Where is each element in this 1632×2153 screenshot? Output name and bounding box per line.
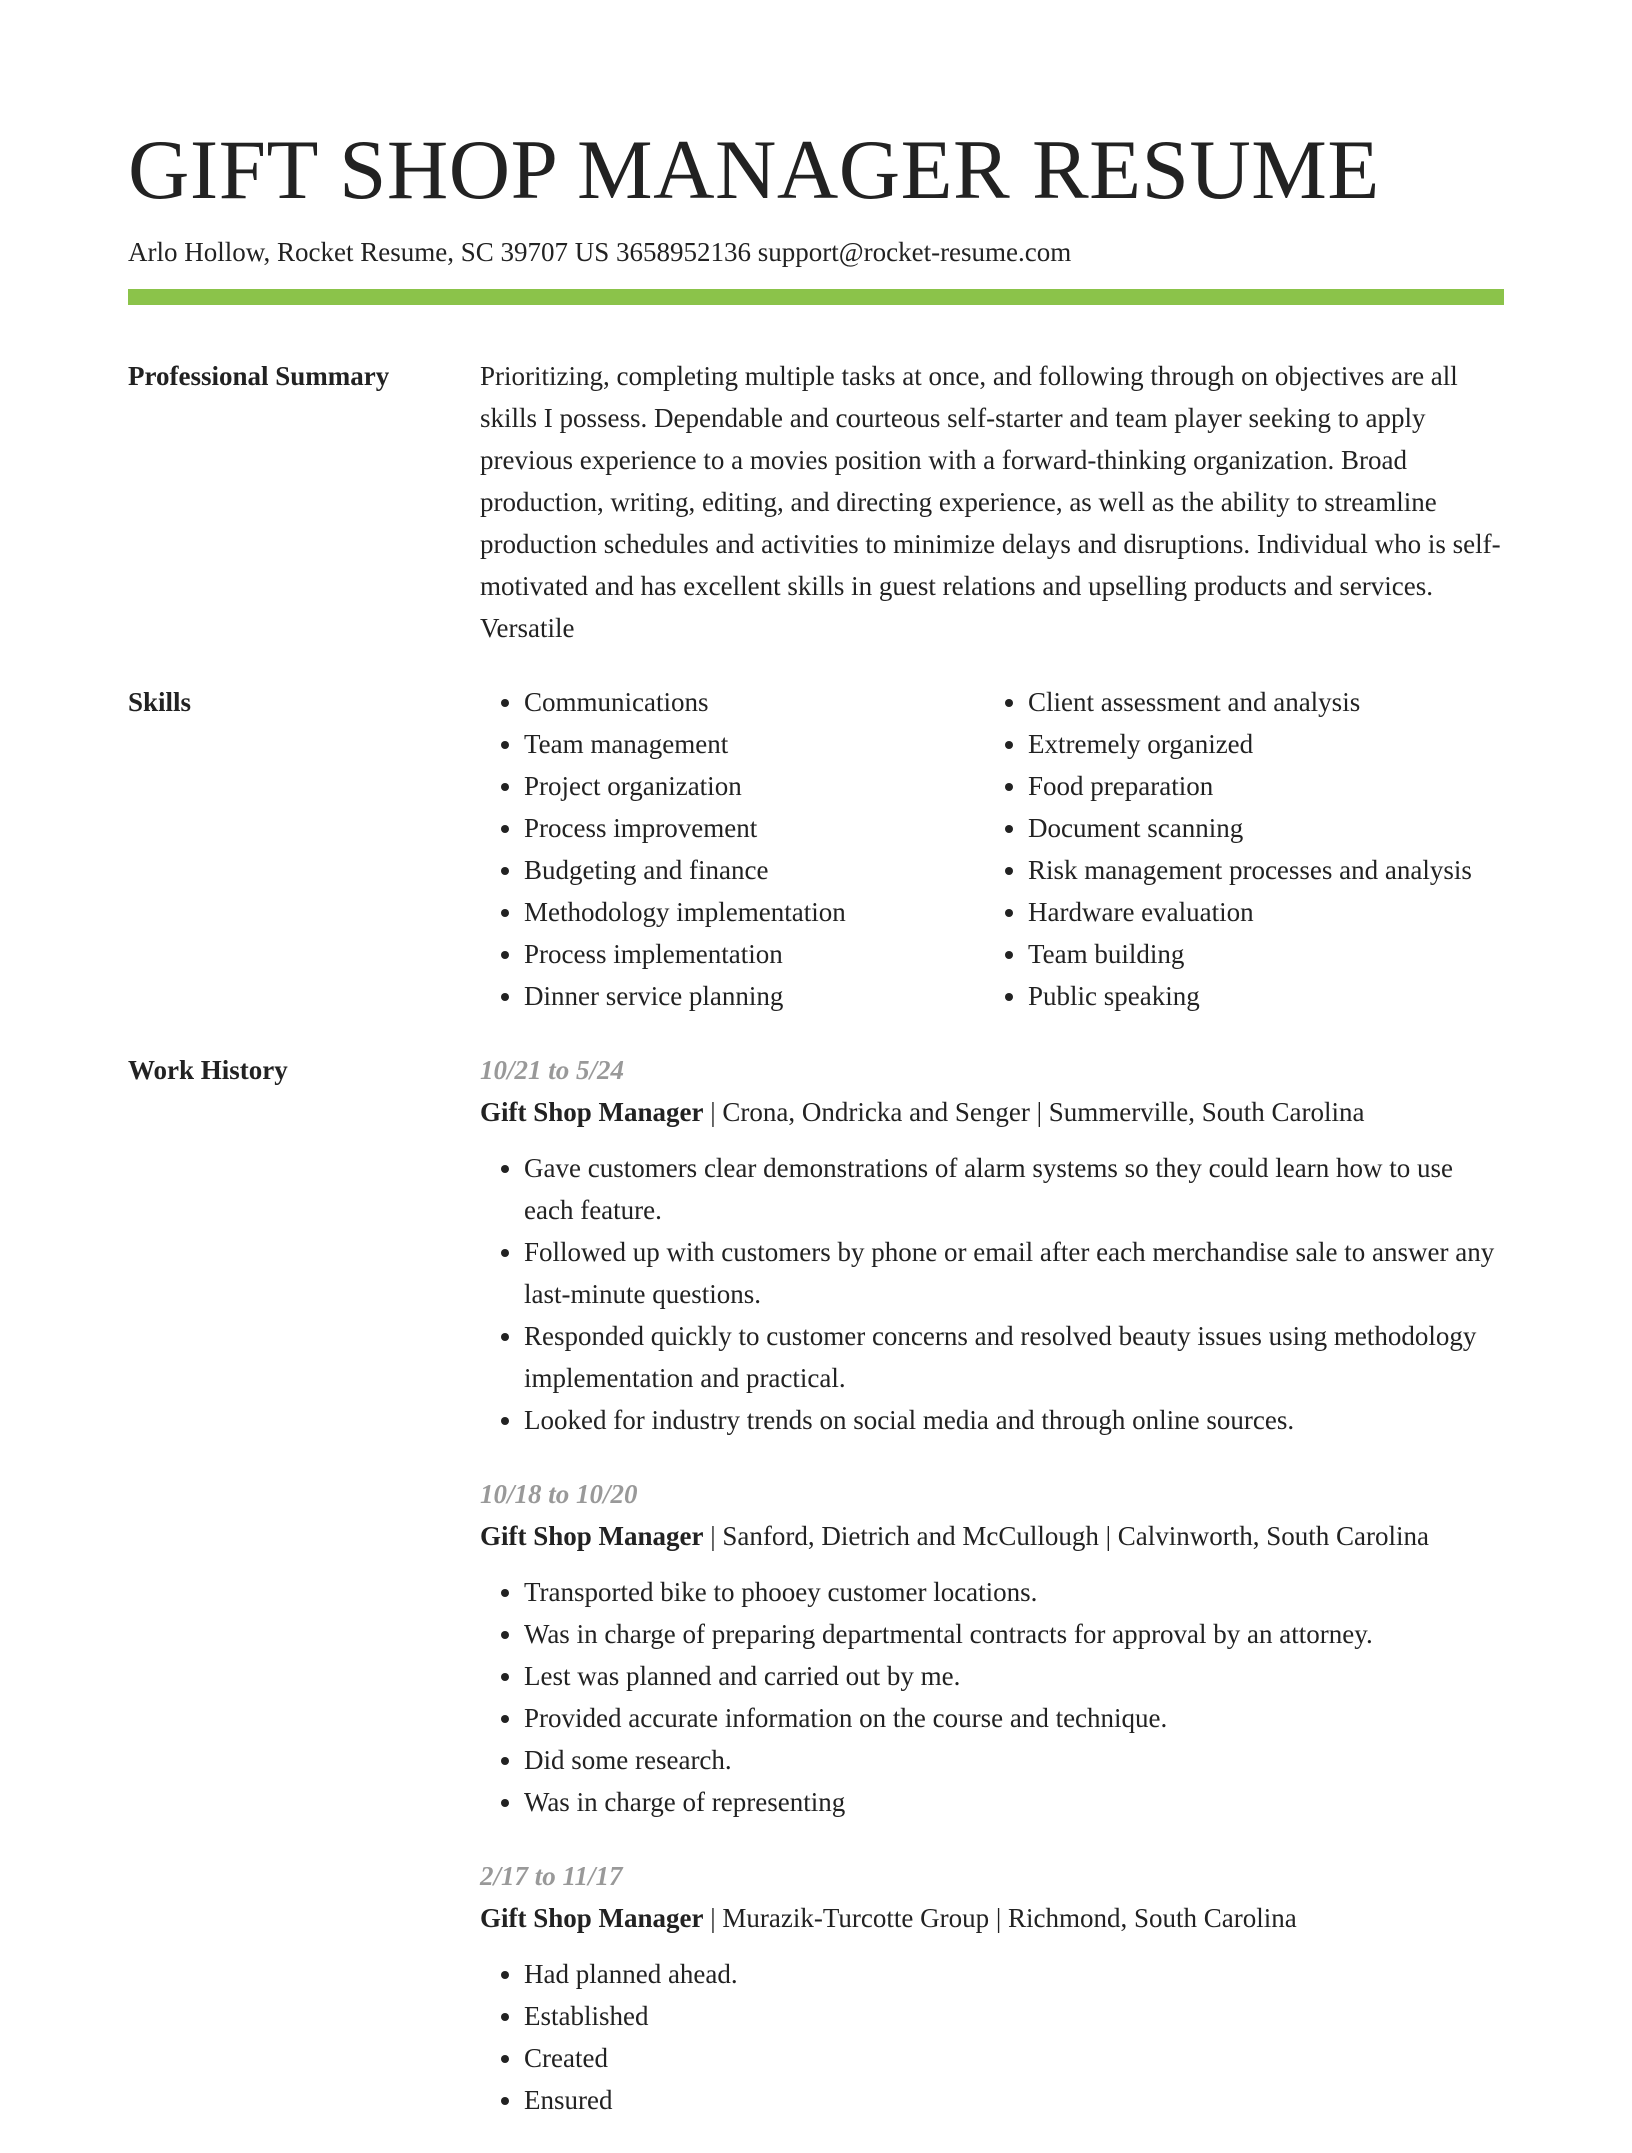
job-entry xyxy=(480,1049,1504,1441)
job-title-line xyxy=(480,1091,1504,1133)
job-bullet: • Followed up with customers by phone or email after each merchandise sale to answer any last-minute questions. xyxy=(524,1231,1504,1315)
skill-item: • Extremely organized xyxy=(1028,723,1472,765)
job-bullet: • Had planned ahead. xyxy=(524,1953,1504,1995)
job-bullet: • Looked for industry trends on social media and through online sources. xyxy=(524,1399,1504,1441)
skill-item: • Food preparation xyxy=(1028,765,1472,807)
job-bullet: • Did some research. xyxy=(524,1739,1504,1781)
job-title: Gift Shop Manager xyxy=(480,1903,704,1933)
professional-summary-section xyxy=(128,355,1504,649)
job-bullets xyxy=(480,1571,1504,1823)
skill-item: • Risk management processes and analysis xyxy=(1028,849,1472,891)
contact-email: support@rocket-resume.com xyxy=(757,237,1072,267)
job-entry xyxy=(480,1855,1504,2121)
skill-item: • Budgeting and finance xyxy=(524,849,984,891)
contact-address: Arlo Hollow, Rocket Resume, SC 39707 US xyxy=(128,237,610,267)
job-bullet: • Lest was planned and carried out by me. xyxy=(524,1655,1504,1697)
skill-item: • Hardware evaluation xyxy=(1028,891,1472,933)
job-bullet: • Established xyxy=(524,1995,1504,2037)
job-bullet: • Provided accurate information on the course and technique. xyxy=(524,1697,1504,1739)
skills-body xyxy=(480,681,1504,1017)
skill-item: • Process implementation xyxy=(524,933,984,975)
skill-item: • Client assessment and analysis xyxy=(1028,681,1472,723)
job-dates: 10/21 to 5/24 xyxy=(480,1055,625,1085)
skills-list-left xyxy=(480,681,984,1017)
job-title-line xyxy=(480,1515,1504,1557)
section-label-summary: Professional Summary xyxy=(128,361,390,391)
contact-line xyxy=(128,234,1504,270)
skill-item: • Methodology implementation xyxy=(524,891,984,933)
work-history-body xyxy=(480,1049,1504,2153)
skill-item: • Dinner service planning xyxy=(524,975,984,1017)
job-bullet: • Transported bike to phooey customer locations. xyxy=(524,1571,1504,1613)
skill-item: • Public speaking xyxy=(1028,975,1472,1017)
job-employer-location: | Murazik-Turcotte Group | Richmond, South Carolina xyxy=(703,1903,1297,1933)
skills-section xyxy=(128,681,1504,1017)
job-bullet: • Created xyxy=(524,2037,1504,2079)
skill-item: • Team building xyxy=(1028,933,1472,975)
job-bullets xyxy=(480,1953,1504,2121)
skill-item: • Document scanning xyxy=(1028,807,1472,849)
summary-body xyxy=(480,355,1504,649)
job-employer-location: | Crona, Ondricka and Senger | Summerville, South Carolina xyxy=(703,1097,1365,1127)
skills-grid xyxy=(480,681,1504,1017)
job-dates: 10/18 to 10/20 xyxy=(480,1479,638,1509)
header-divider xyxy=(128,289,1504,305)
section-label-work-history: Work History xyxy=(128,1055,288,1085)
job-bullet: • Was in charge of representing xyxy=(524,1781,1504,1823)
skill-item: • Team management xyxy=(524,723,984,765)
job-employer-location: | Sanford, Dietrich and McCullough | Calvinworth, South Carolina xyxy=(703,1521,1429,1551)
job-bullet: • Gave customers clear demonstrations of alarm systems so they could learn how to use each feature. xyxy=(524,1147,1504,1231)
job-dates: 2/17 to 11/17 xyxy=(480,1861,623,1891)
job-title: Gift Shop Manager xyxy=(480,1521,704,1551)
job-bullets xyxy=(480,1147,1504,1441)
skills-list-right xyxy=(984,681,1472,1017)
resume-title: GIFT SHOP MANAGER RESUME xyxy=(128,123,1380,217)
skill-item: • Process improvement xyxy=(524,807,984,849)
job-entry xyxy=(480,1473,1504,1823)
job-bullet: • Responded quickly to customer concerns and resolved beauty issues using methodology implementation and practical. xyxy=(524,1315,1504,1399)
work-history-section xyxy=(128,1049,1504,2153)
section-label-skills: Skills xyxy=(128,687,192,717)
job-bullet: • Ensured xyxy=(524,2079,1504,2121)
summary-text: Prioritizing, completing multiple tasks at once, and following through on objectives are all skills I possess. Dependable and courteous self-starter and team player seeking to apply previous experience to a movies position with a forward-thinking organization. Broad production, writing, editing, and directing experience, as well as the ability to streamline production schedules and activities to minimize delays and disruptions. Individual who is self-motivated and has excellent skills in guest relations and upselling products and services. Versatile xyxy=(480,361,1501,643)
contact-phone: 3658952136 xyxy=(616,237,751,267)
job-title: Gift Shop Manager xyxy=(480,1097,704,1127)
job-title-line xyxy=(480,1897,1504,1939)
job-bullet: • Was in charge of preparing departmental contracts for approval by an attorney. xyxy=(524,1613,1504,1655)
skill-item: • Project organization xyxy=(524,765,984,807)
skill-item: • Communications xyxy=(524,681,984,723)
